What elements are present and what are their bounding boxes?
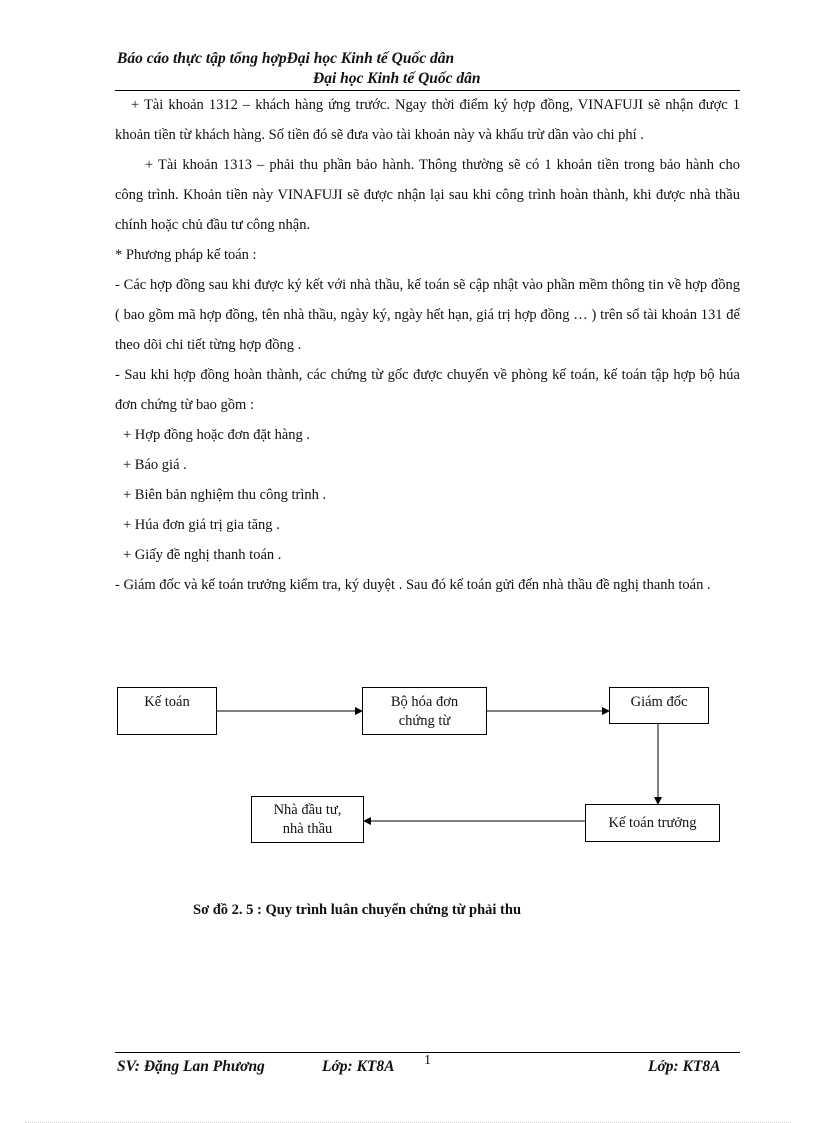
list-item: + Biên bản nghiệm thu công trình . [123, 487, 327, 503]
box-label-line2: nhà thầu [282, 821, 333, 837]
paragraph-1313: + Tài khoản 1313 – phải thu phần bảo hành. Thông thường sẽ có 1 khoản tiền trong bảo hành cho công trình. Khoản tiền này VINAFUJI sẽ được nhận lại sau khi công trình hoàn thành, khi được nhà thầu chính hoặc chủ đầu tư công nhận. [115, 157, 740, 233]
footer-class-left: Lớp: KT8A [322, 1058, 395, 1075]
page-number: 1 [424, 1053, 431, 1068]
paragraph-method-heading: * Phương pháp kế toán : [115, 247, 257, 263]
box-nha-dau-tu [251, 796, 364, 843]
list-item: + Báo giá . [123, 457, 187, 473]
box-label-line1: Nhà đầu tư, [273, 802, 342, 818]
paragraph-1312: + Tài khoản 1312 – khách hàng ứng trước. Ngay thời điểm ký hợp đồng, VINAFUJI sẽ nhận được 1 khoản tiền từ khách hàng. Số tiền đó sẽ đưa vào tài khoản này và khấu trừ dần vào chi phí . [115, 97, 740, 143]
box-label-line2: chứng từ [398, 713, 451, 729]
box-label: Kế toán [144, 694, 190, 710]
box-label: Giám đốc [630, 694, 688, 710]
diagram-caption: Sơ đồ 2. 5 : Quy trình luân chuyển chứng từ phải thu [193, 902, 522, 918]
box-bo-hoa-don [362, 687, 487, 735]
header-subtitle: Đại học Kinh tế Quốc dân [313, 70, 481, 87]
box-label: Kế toán trưởng [608, 815, 697, 831]
header-title: Báo cáo thực tập tổng hợpĐại học Kinh tế Quốc dân [117, 50, 455, 67]
box-ke-toan [117, 687, 217, 735]
box-ke-toan-truong [585, 804, 720, 842]
paragraph-closing: - Giám đốc và kế toán trưởng kiểm tra, ký duyệt . Sau đó kế toán gửi đến nhà thầu đề nghị thanh toán . [115, 577, 711, 593]
footer-class-right: Lớp: KT8A [648, 1058, 721, 1075]
box-giam-doc [609, 687, 709, 724]
footer-student: SV: Đặng Lan Phương [117, 1058, 265, 1075]
paragraph-contract-update: - Các hợp đồng sau khi được ký kết với nhà thầu, kế toán sẽ cập nhật vào phần mềm thông tin về hợp đồng ( bao gồm mã hợp đồng, tên nhà thầu, ngày ký, ngày hết hạn, giá trị hợp đồng … ) trên sổ tài khoản 131 để theo dõi chi tiết từng hợp đồng . [115, 277, 740, 353]
list-item: + Giấy đề nghị thanh toán . [123, 547, 282, 563]
box-label-line1: Bộ hóa đơn [390, 694, 459, 710]
list-item: + Hợp đồng hoặc đơn đặt hàng . [123, 427, 311, 443]
paragraph-documents: - Sau khi hợp đồng hoàn thành, các chứng từ gốc được chuyển về phòng kế toán, kế toán tập hợp bộ húa đơn chứng từ bao gồm : [115, 367, 740, 413]
list-item: + Húa đơn giá trị gia tăng . [123, 517, 280, 533]
